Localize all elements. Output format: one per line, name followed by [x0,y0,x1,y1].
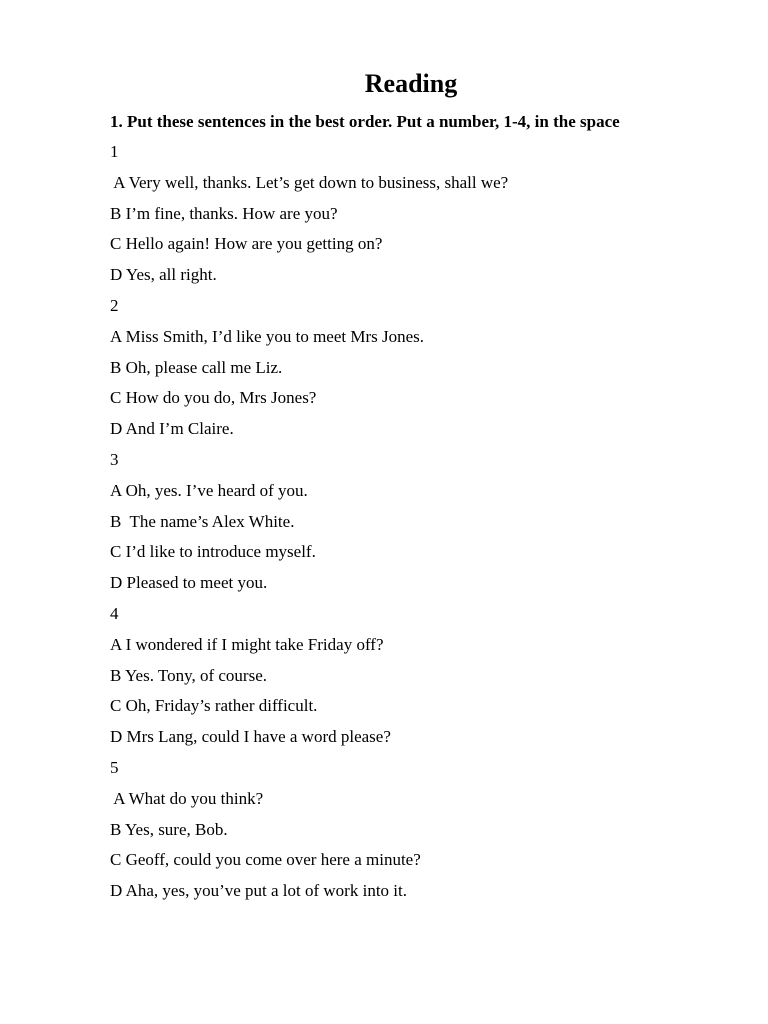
sentence-line: A Miss Smith, I’d like you to meet Mrs Jones. [110,326,425,346]
group-number: 1 [110,142,119,161]
sentence-line: D Aha, yes, you’ve put a lot of work into it. [110,881,407,901]
page-title: Reading [364,69,458,98]
sentence-line: D Mrs Lang, could I have a word please? [110,727,391,747]
sentence-line: B I’m fine, thanks. How are you? [110,203,338,223]
sentence-line: C How do you do, Mrs Jones? [110,388,317,408]
sentence-line: B Yes, sure, Bob. [110,819,228,839]
sentence-line: C Oh, Friday’s rather difficult. [110,696,318,716]
sentence-line: A I wondered if I might take Friday off? [110,634,384,654]
sentence-line: D Yes, all right. [110,265,217,285]
group-number: 5 [110,757,119,777]
sentence-line: A Oh, yes. I’ve heard of you. [110,480,308,500]
sentence-line: D Pleased to meet you. [110,573,268,593]
sentence-line: A What do you think? [110,788,264,808]
group-number: 3 [110,449,119,469]
exercise-lines [110,141,508,911]
group-number: 2 [110,295,119,315]
sentence-line: B Oh, please call me Liz. [110,357,283,377]
sentence-line: C I’d like to introduce myself. [110,542,316,562]
sentence-line: D And I’m Claire. [110,419,234,439]
sentence-line: C Hello again! How are you getting on? [110,234,383,254]
sentence-line: C Geoff, could you come over here a minute? [110,850,421,870]
exercise-instruction: 1. Put these sentences in the best order. Put a number, 1-4, in the space [110,112,620,131]
sentence-line: A Very well, thanks. Let’s get down to business, shall we? [110,172,509,192]
sentence-line: B Yes. Tony, of course. [110,665,268,685]
sentence-line: B The name’s Alex White. [110,511,295,531]
group-number: 4 [110,603,119,623]
